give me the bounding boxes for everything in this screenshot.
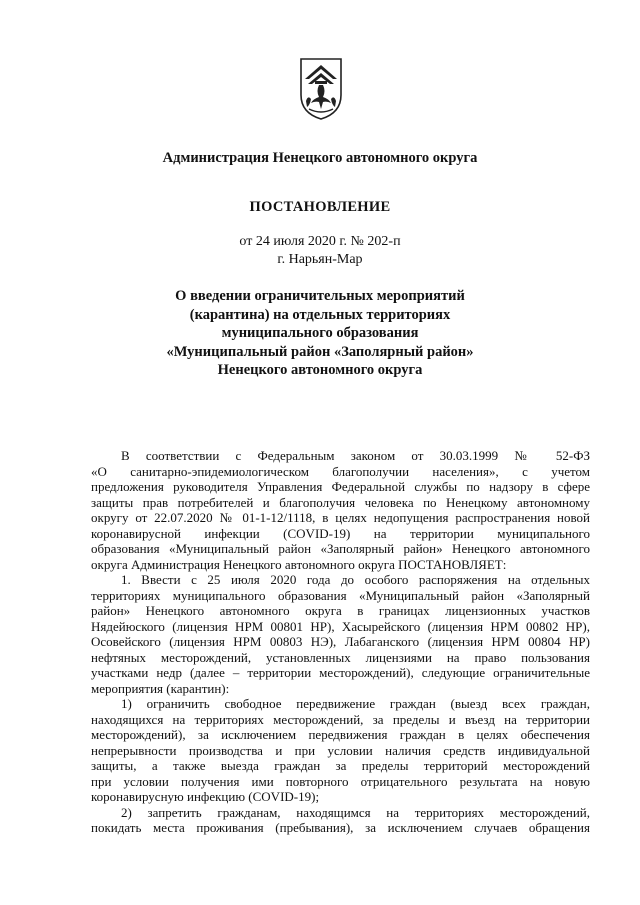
administration-name: Администрация Ненецкого автономного округа [162,150,478,166]
preamble-line: коронавирусной инфекции (COVID-19) на территории муниципального [91,525,590,541]
item1-1-line: непрерывности производства и при условии наличия средств индивидуальной [91,742,590,758]
item1-line: Осовейского (лицензия НРМ 00803 НЭ), Лабаганского (лицензия НРМ 00804 НР) [91,634,590,649]
item1-line: Нядейюского (лицензия НРМ 00801 НР), Хасырейского (лицензия НРМ 00802 НР), [91,618,590,634]
document-body [91,448,590,836]
item1-line: нефтяных месторождений, установленных лицензиями на право пользования [91,649,590,665]
coat-of-arms-icon [299,57,343,121]
item1-1-line: при условии получения ими повторного отрицательного результата на новую [91,773,590,789]
preamble-line: предложения руководителя Управления Федеральной службы по надзору в сфере [91,479,590,494]
item1-2-line: покидать места проживания (пребывания), за исключением случаев обращения [91,820,590,835]
title-line: муниципального образования [221,325,419,341]
date-block [0,233,640,269]
document-title [0,287,640,380]
title-line: «Муниципальный район «Заполярный район» [166,343,474,360]
preamble-line: округу от 22.07.2020 № 01-1-12/1118, в целях недопущения распространения новой [91,510,590,525]
date-number: от 24 июля 2020 г. № 202-п [239,234,401,249]
item1-1-line: месторождений), за исключением передвижения граждан в целях обеспечения [91,727,590,742]
item1-line: 1. Ввести с 25 июля 2020 года до особого распоряжения на отдельных [121,572,590,587]
item1-1-line: коронавирусную инфекцию (COVID-19); [91,789,320,804]
preamble-line: В соответствии с Федеральным законом от 30.03.1999 № 52-ФЗ [121,448,590,463]
item1-1-line: 1) ограничить свободное передвижение граждан (выезд всех граждан, [121,696,590,711]
item1-1-line: защиты, а также выезда граждан за пределы территорий месторождений [91,758,590,773]
preamble-line: защиты прав потребителей и благополучия человека по Ненецкому автономному [91,494,590,510]
item1-2-line: 2) запретить гражданам, находящимся на территориях месторождений, [121,804,590,820]
city: г. Нарьян-Мар [277,252,363,267]
preamble-line: образования «Муниципальный район «Заполярный район» Ненецкого автономного [91,541,590,556]
title-line: Ненецкого автономного округа [217,362,423,378]
item1-line: территориях муниципального образования «Муниципальный район «Заполярный [91,587,590,603]
preamble-line: округа Администрация Ненецкого автономного округа ПОСТАНОВЛЯЕТ: [91,556,507,572]
title-line: (карантина) на отдельных территориях [189,306,451,323]
item1-line: участками недр (далее – территории месторождений), следующие ограничительные [91,665,590,680]
item1-line: мероприятия (карантин): [91,680,230,696]
document-type: ПОСТАНОВЛЕНИЕ [249,199,391,215]
preamble-line: «О санитарно-эпидемиологическом благополучии населения», с учетом [91,463,590,479]
item1-line: район» Ненецкого автономного округа в границах лицензионных участков [91,603,590,618]
title-line: О введении ограничительных мероприятий [175,288,465,304]
item1-1-line: находящихся на территориях месторождений, за пределы и въезд на территории [91,711,590,727]
